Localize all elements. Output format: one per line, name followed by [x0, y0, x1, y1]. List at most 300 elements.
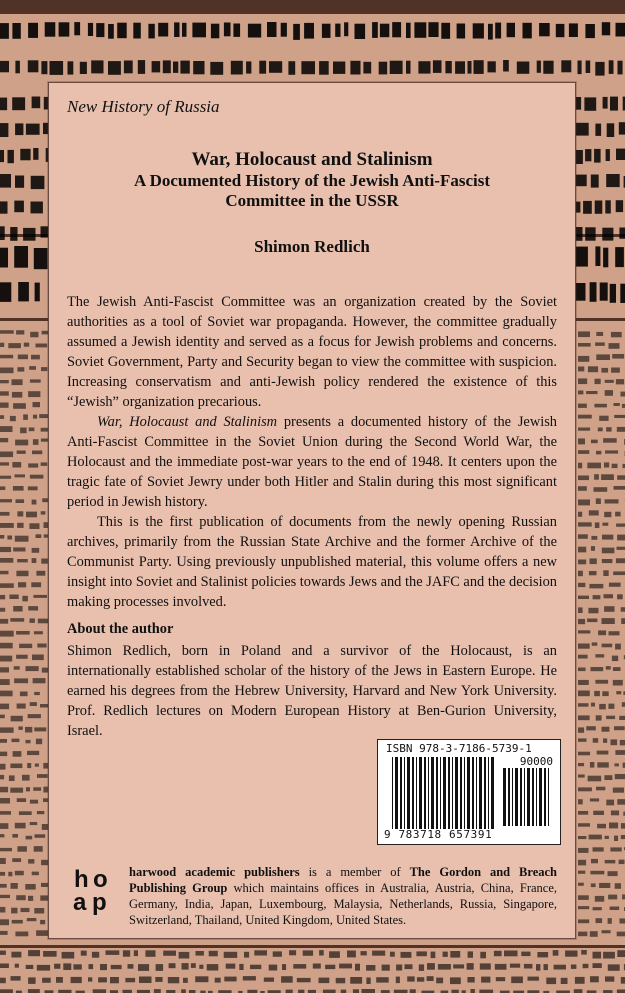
newspaper-glyph [556, 24, 565, 37]
newspaper-glyph [605, 836, 609, 839]
price-code: 90000 [519, 755, 553, 768]
newspaper-glyph [35, 283, 40, 302]
newspaper-glyph [18, 282, 29, 301]
back-cover-panel [48, 82, 576, 939]
newspaper-glyph [578, 428, 590, 431]
newspaper-glyph [578, 476, 589, 481]
newspaper-glyph [15, 932, 28, 937]
newspaper-glyph [0, 907, 5, 913]
newspaper-glyph [473, 23, 484, 38]
newspaper-glyph [152, 61, 161, 72]
newspaper-glyph [0, 691, 13, 697]
newspaper-glyph [35, 834, 46, 838]
newspaper-glyph [0, 558, 13, 563]
newspaper-glyph [0, 226, 5, 240]
newspaper-glyph [589, 571, 597, 575]
newspaper-glyph [578, 787, 592, 791]
newspaper-glyph [428, 22, 438, 37]
newspaper-glyph [168, 977, 179, 983]
newspaper-glyph [108, 24, 114, 39]
newspaper-glyph [597, 751, 609, 755]
newspaper-glyph [13, 547, 25, 551]
newspaper-glyph [0, 931, 8, 935]
newspaper-glyph [607, 123, 615, 137]
newspaper-glyph [592, 642, 598, 645]
newspaper-glyph [591, 440, 598, 444]
newspaper-glyph [18, 355, 28, 360]
newspaper-glyph [34, 908, 44, 914]
newspaper-glyph [574, 989, 583, 993]
title-block [49, 149, 575, 211]
newspaper-glyph [21, 908, 30, 912]
newspaper-glyph [488, 61, 496, 72]
newspaper-glyph [589, 584, 603, 589]
newspaper-glyph [410, 989, 416, 993]
newspaper-glyph [11, 976, 21, 981]
newspaper-glyph [36, 739, 42, 745]
barcode-bar [467, 757, 470, 829]
newspaper-glyph [350, 61, 360, 75]
newspaper-glyph [578, 486, 587, 491]
newspaper-glyph [606, 666, 611, 670]
newspaper-glyph [591, 703, 595, 707]
newspaper-glyph [207, 964, 219, 970]
newspaper-glyph [578, 61, 582, 75]
newspaper-glyph [578, 630, 590, 633]
newspaper-glyph [474, 60, 484, 74]
ean-bars [392, 757, 496, 829]
newspaper-glyph [0, 415, 4, 419]
newspaper-glyph [181, 989, 186, 993]
newspaper-glyph [578, 356, 589, 362]
newspaper-glyph [15, 964, 19, 968]
newspaper-glyph [617, 547, 625, 550]
newspaper-glyph [617, 932, 625, 937]
newspaper-glyph [0, 919, 9, 925]
newspaper-glyph [10, 227, 17, 241]
newspaper-glyph [553, 950, 559, 956]
newspaper-glyph [443, 952, 448, 957]
newspaper-glyph [591, 175, 599, 188]
newspaper-glyph [145, 950, 155, 957]
newspaper-glyph [68, 61, 74, 74]
newspaper-glyph [565, 951, 577, 957]
newspaper-glyph [517, 62, 530, 74]
newspaper-glyph [610, 97, 618, 111]
newspaper-glyph [11, 952, 21, 958]
newspaper-glyph [224, 23, 231, 37]
newspaper-glyph [25, 727, 32, 733]
newspaper-glyph [195, 976, 208, 982]
about-author-heading: About the author [67, 621, 174, 637]
newspaper-glyph [124, 61, 133, 74]
newspaper-glyph [11, 908, 17, 914]
newspaper-glyph [37, 774, 48, 778]
newspaper-glyph [436, 978, 443, 984]
newspaper-glyph [125, 978, 135, 982]
newspaper-glyph [488, 24, 493, 40]
newspaper-glyph [578, 596, 589, 599]
newspaper-glyph [7, 536, 12, 540]
newspaper-glyph [0, 643, 13, 649]
newspaper-glyph [34, 727, 46, 731]
newspaper-glyph [18, 582, 26, 587]
newspaper-glyph [199, 965, 203, 969]
newspaper-glyph [27, 763, 31, 768]
newspaper-glyph [620, 740, 625, 746]
newspaper-glyph [616, 200, 623, 212]
newspaper-glyph [576, 175, 587, 187]
newspaper-glyph [585, 227, 595, 240]
newspaper-glyph [12, 462, 21, 468]
newspaper-glyph [593, 907, 602, 910]
newspaper-glyph [617, 799, 625, 805]
newspaper-glyph [604, 606, 614, 612]
newspaper-glyph [30, 475, 44, 479]
newspaper-glyph [91, 60, 103, 73]
newspaper-glyph [0, 486, 5, 490]
newspaper-glyph [33, 148, 38, 160]
newspaper-glyph [273, 951, 282, 956]
newspaper-glyph [28, 896, 33, 901]
newspaper-glyph [28, 60, 39, 72]
newspaper-glyph [88, 977, 92, 981]
newspaper-glyph [0, 403, 9, 408]
barcode-bar [419, 757, 422, 829]
barcode-bar [400, 757, 402, 829]
newspaper-glyph [578, 655, 588, 659]
newspaper-glyph [32, 872, 39, 876]
newspaper-glyph [33, 595, 47, 598]
newspaper-glyph [578, 367, 584, 372]
newspaper-glyph [288, 61, 295, 75]
newspaper-glyph [18, 726, 22, 730]
newspaper-glyph [599, 704, 606, 710]
newspaper-glyph [590, 558, 597, 564]
newspaper-glyph [30, 800, 38, 804]
newspaper-glyph [453, 964, 464, 968]
newspaper-glyph [591, 859, 598, 863]
newspaper-glyph [602, 727, 610, 732]
newspaper-glyph [604, 775, 612, 780]
newspaper-glyph [554, 965, 566, 970]
newspaper-glyph [390, 952, 395, 957]
newspaper-glyph [267, 22, 277, 37]
newspaper-glyph [210, 62, 223, 75]
newspaper-glyph [392, 22, 401, 37]
newspaper-glyph [355, 24, 366, 39]
addon-bars [503, 768, 553, 826]
newspaper-glyph [0, 872, 5, 876]
newspaper-glyph [602, 691, 608, 696]
barcode-bar [436, 757, 438, 829]
newspaper-glyph [106, 950, 120, 955]
newspaper-glyph [297, 978, 311, 982]
barcode-bar [484, 757, 486, 829]
newspaper-glyph [604, 462, 609, 467]
newspaper-glyph [92, 952, 99, 958]
barcode-bar [544, 768, 546, 826]
newspaper-glyph [20, 428, 27, 434]
newspaper-glyph [586, 391, 597, 394]
newspaper-glyph [578, 919, 589, 923]
newspaper-glyph [608, 871, 618, 876]
newspaper-glyph [31, 176, 45, 189]
newspaper-glyph [31, 202, 43, 214]
newspaper-glyph [17, 704, 26, 709]
barcode-bar [455, 757, 458, 829]
newspaper-glyph [619, 860, 625, 865]
newspaper-glyph [344, 22, 348, 36]
newspaper-glyph [0, 476, 11, 479]
newspaper-glyph [19, 644, 32, 648]
newspaper-glyph [0, 775, 4, 779]
newspaper-glyph [406, 61, 411, 74]
newspaper-glyph [254, 950, 267, 955]
newspaper-glyph [523, 23, 532, 39]
newspaper-glyph [17, 523, 24, 528]
newspaper-glyph [12, 379, 23, 385]
newspaper-glyph [0, 895, 10, 898]
newspaper-glyph [41, 61, 47, 74]
newspaper-glyph [578, 811, 588, 815]
newspaper-glyph [366, 978, 370, 985]
newspaper-glyph [611, 332, 622, 337]
newspaper-glyph [248, 24, 261, 38]
newspaper-glyph [617, 594, 623, 599]
newspaper-glyph [414, 22, 426, 38]
newspaper-glyph [380, 24, 389, 38]
newspaper-glyph [29, 523, 39, 529]
newspaper-glyph [81, 951, 87, 956]
newspaper-glyph [0, 343, 4, 347]
newspaper-glyph [605, 976, 614, 981]
newspaper-glyph [26, 740, 31, 743]
newspaper-glyph [605, 860, 616, 864]
newspaper-glyph [89, 964, 94, 969]
newspaper-glyph [0, 452, 13, 458]
newspaper-glyph [620, 918, 625, 923]
newspaper-glyph [590, 871, 604, 875]
newspaper-glyph [28, 463, 38, 467]
newspaper-glyph [40, 920, 45, 924]
newspaper-glyph [615, 247, 624, 267]
newspaper-glyph [33, 439, 39, 445]
newspaper-glyph [20, 692, 28, 697]
newspaper-glyph [528, 977, 539, 981]
newspaper-glyph [585, 149, 591, 161]
newspaper-glyph [609, 823, 618, 829]
newspaper-glyph [37, 644, 46, 648]
newspaper-glyph [578, 883, 584, 886]
newspaper-glyph [286, 990, 293, 993]
barcode-bar [464, 757, 465, 829]
newspaper-glyph [293, 24, 300, 40]
newspaper-glyph [595, 654, 604, 657]
newspaper-glyph [596, 715, 602, 720]
publisher-name: harwood academic publishers [129, 865, 300, 879]
newspaper-glyph [597, 762, 609, 767]
newspaper-glyph [0, 823, 8, 829]
newspaper-glyph [578, 547, 586, 553]
newspaper-glyph [617, 475, 625, 480]
newspaper-glyph [605, 200, 611, 213]
newspaper-glyph [366, 965, 375, 971]
newspaper-glyph [576, 247, 588, 267]
newspaper-glyph [606, 174, 620, 187]
newspaper-glyph [32, 97, 41, 109]
newspaper-glyph [226, 964, 236, 969]
newspaper-glyph [617, 990, 625, 993]
newspaper-glyph [467, 977, 474, 983]
barcode-bar [428, 757, 429, 829]
newspaper-glyph [282, 964, 286, 970]
newspaper-glyph [43, 951, 57, 957]
newspaper-glyph [0, 547, 11, 552]
newspaper-glyph [539, 23, 550, 36]
newspaper-glyph [33, 402, 41, 407]
newspaper-glyph [32, 558, 37, 563]
newspaper-glyph [576, 150, 583, 164]
newspaper-glyph [578, 331, 590, 337]
newspaper-glyph [450, 951, 460, 958]
newspaper-glyph [504, 951, 518, 957]
newspaper-glyph [616, 524, 625, 527]
newspaper-glyph [578, 715, 590, 720]
newspaper-glyph [28, 989, 40, 993]
newspaper-glyph [246, 61, 251, 73]
publisher-group: The Gordon and Breach Publishing Group [129, 865, 557, 895]
newspaper-glyph [578, 644, 590, 649]
newspaper-glyph [614, 726, 625, 730]
newspaper-glyph [28, 950, 40, 956]
barcode-bar [512, 768, 513, 826]
newspaper-glyph [33, 787, 41, 791]
newspaper-glyph [599, 416, 608, 421]
newspaper-glyph [450, 977, 461, 984]
newspaper-glyph [591, 546, 595, 551]
newspaper-glyph [591, 667, 604, 671]
newspaper-glyph [0, 23, 9, 39]
newspaper-glyph [325, 965, 335, 969]
newspaper-glyph [269, 965, 278, 971]
newspaper-glyph [12, 392, 22, 398]
newspaper-glyph [416, 951, 427, 956]
newspaper-glyph [605, 450, 618, 453]
newspaper-glyph [615, 512, 621, 517]
newspaper-glyph [154, 989, 161, 993]
newspaper-glyph [405, 964, 413, 969]
newspaper-glyph [0, 426, 13, 432]
newspaper-glyph [250, 965, 261, 969]
newspaper-glyph [14, 201, 24, 213]
newspaper-glyph [36, 571, 45, 576]
newspaper-glyph [0, 727, 14, 732]
logo-letter-h: h [74, 866, 89, 893]
newspaper-glyph [37, 811, 44, 814]
newspaper-glyph [603, 438, 617, 443]
newspaper-glyph [379, 62, 388, 75]
newspaper-glyph [93, 989, 106, 993]
newspaper-glyph [396, 977, 400, 984]
newspaper-glyph [180, 61, 189, 74]
barcode-bar [412, 757, 414, 829]
newspaper-glyph [62, 952, 75, 959]
newspaper-glyph [0, 656, 12, 662]
newspaper-glyph [139, 977, 152, 984]
newspaper-glyph [586, 61, 591, 74]
newspaper-glyph [163, 60, 171, 73]
newspaper-glyph [0, 989, 13, 993]
newspaper-glyph [608, 704, 614, 709]
newspaper-glyph [578, 848, 589, 853]
newspaper-glyph [495, 964, 507, 970]
newspaper-glyph [494, 951, 502, 956]
newspaper-glyph [467, 963, 474, 970]
newspaper-glyph [9, 595, 18, 600]
newspaper-glyph [433, 60, 442, 73]
newspaper-glyph [591, 883, 596, 887]
newspaper-glyph [616, 558, 625, 563]
newspaper-glyph [32, 548, 40, 553]
newspaper-glyph [609, 60, 614, 74]
newspaper-glyph [602, 523, 608, 526]
newspaper-glyph [609, 631, 620, 635]
newspaper-glyph [20, 149, 30, 161]
newspaper-glyph [561, 978, 568, 984]
newspaper-glyph [15, 176, 24, 188]
newspaper-glyph [576, 283, 586, 301]
newspaper-glyph [28, 391, 40, 397]
newspaper-glyph [54, 964, 60, 969]
newspaper-glyph [41, 367, 47, 371]
newspaper-glyph [31, 582, 41, 587]
newspaper-glyph [595, 522, 600, 528]
newspaper-glyph [603, 248, 608, 268]
newspaper-glyph [100, 964, 107, 970]
newspaper-glyph [619, 122, 625, 134]
barcode-bar [452, 757, 453, 829]
newspaper-glyph [183, 978, 188, 983]
newspaper-glyph [605, 390, 613, 396]
newspaper-glyph [0, 368, 14, 374]
newspaper-glyph [503, 60, 509, 72]
barcode-bar [460, 757, 462, 829]
newspaper-glyph [30, 379, 41, 382]
newspaper-glyph [578, 415, 592, 419]
description-paragraph-1: The Jewish Anti-Fascist Committee was an organization created by the Soviet authorities as a tool of Soviet war propaganda. However, the committee gradually assumed a Jewish identity and served as a focus for Jewish problems and concerns. Soviet Government, Party and Security began to view the committee with suspicion. Increasing conservatism and anti-Jewish policy rendered the existence of this “Jewish” organization precarious. [67, 294, 557, 410]
newspaper-glyph [0, 834, 4, 837]
newspaper-glyph [80, 62, 87, 74]
newspaper-glyph [596, 918, 603, 923]
newspaper-glyph [269, 61, 282, 73]
newspaper-glyph [578, 571, 583, 577]
newspaper-glyph [224, 952, 238, 958]
newspaper-glyph [620, 284, 625, 303]
newspaper-glyph [602, 535, 613, 540]
book-title: War, Holocaust and Stalinism [191, 149, 433, 170]
hoap-logo [69, 866, 115, 916]
newspaper-glyph [578, 871, 585, 874]
newspaper-glyph [0, 619, 8, 624]
barcode [377, 739, 561, 845]
newspaper-glyph [595, 201, 603, 214]
newspaper-glyph [26, 666, 39, 671]
newspaper-glyph [621, 618, 625, 624]
newspaper-glyph [590, 282, 597, 302]
about-author-text: Shimon Redlich, born in Poland and a survivor of the Holocaust, is an internationally established scholar of the history of the Jews in Eastern Europe. He earned his degrees from the Hebrew University, Harvard and New York University. Prof. Redlich lectures on Modern European History at Ben-Gurion University, Israel. [67, 643, 557, 739]
newspaper-glyph [0, 98, 7, 111]
